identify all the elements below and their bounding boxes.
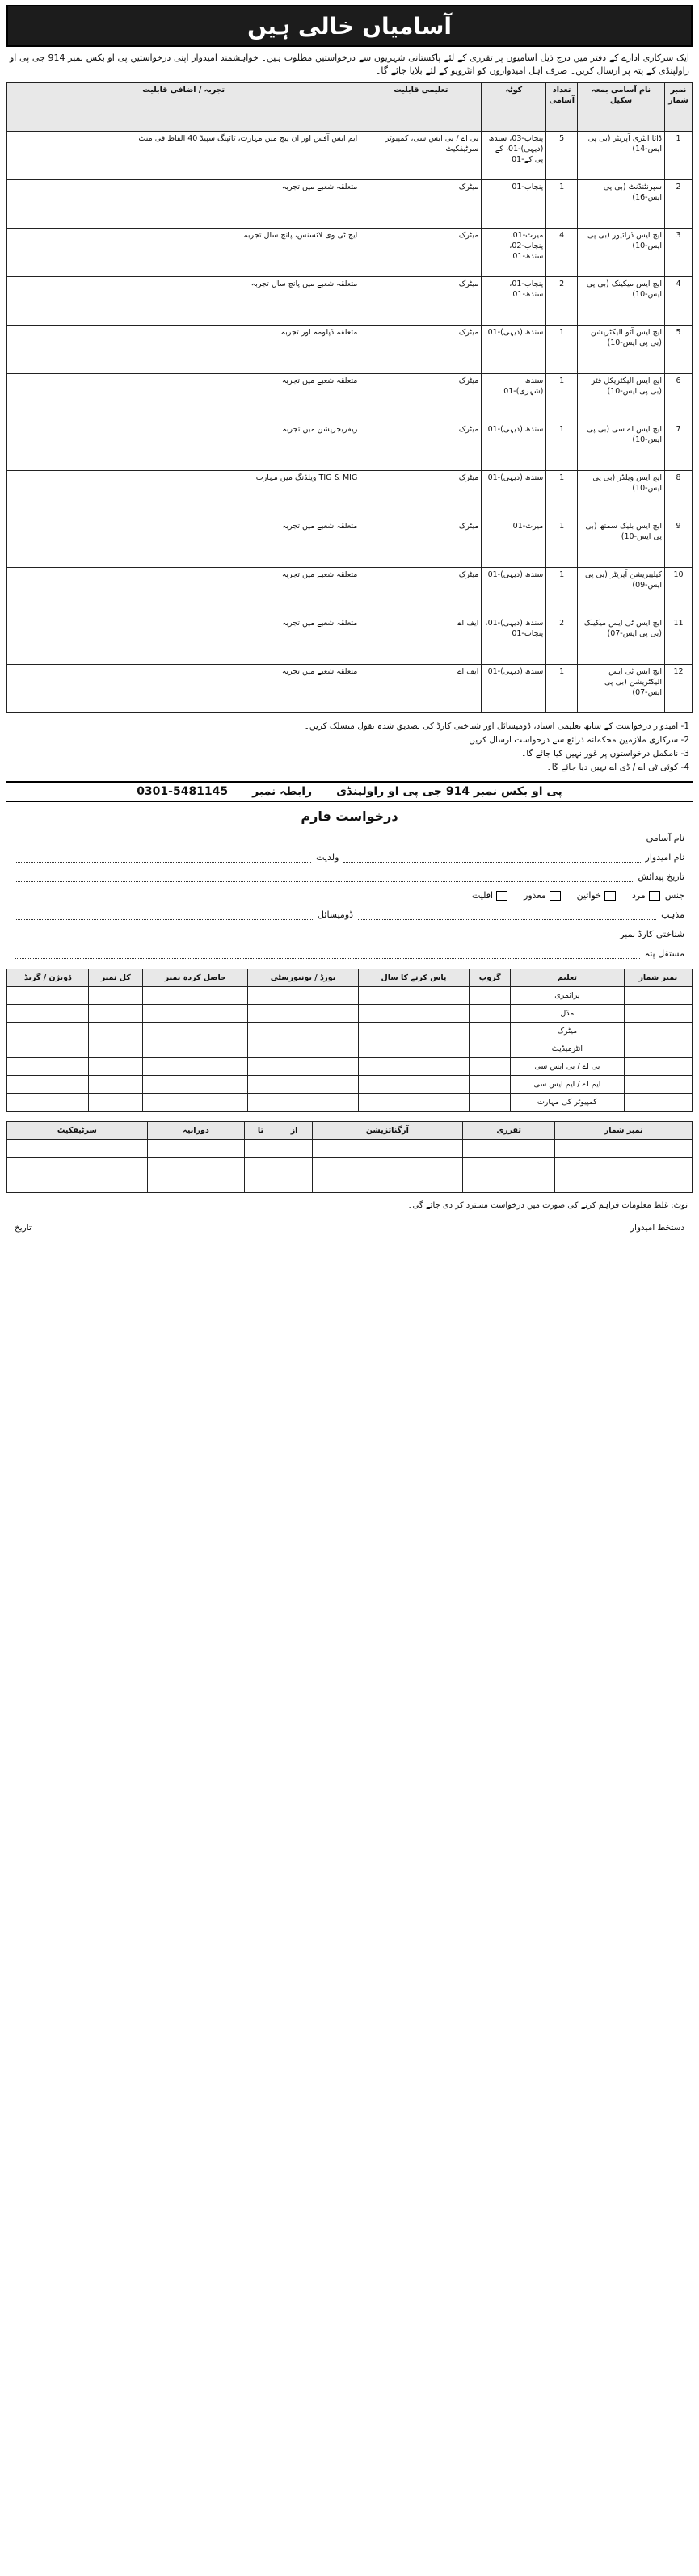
label-applicant: نام امیدوار bbox=[645, 852, 684, 863]
cell-input[interactable] bbox=[248, 1023, 359, 1040]
table-row bbox=[7, 665, 693, 713]
cell-level: بی اے / بی ایس سی bbox=[511, 1058, 625, 1076]
cell-edu: میٹرک bbox=[360, 471, 482, 519]
cell-edu: میٹرک bbox=[360, 568, 482, 616]
contact-phone: 0301-5481145 bbox=[137, 785, 229, 798]
cell-no: 1 bbox=[665, 132, 693, 180]
cell-count: 1 bbox=[546, 665, 578, 713]
column-header: ڈویژن / گریڈ bbox=[7, 969, 89, 987]
option-checkbox[interactable] bbox=[577, 890, 616, 901]
cell-title: ایچ ایس ٹی ایس میکینک (بی پی ایس-07) bbox=[578, 616, 665, 665]
cell-quota: میرٹ-01، پنجاب-02، سندھ-01 bbox=[482, 229, 546, 277]
cell-quota: میرٹ-01 bbox=[482, 519, 546, 568]
intro-text: ایک سرکاری ادارے کے دفتر میں درج ذیل آسامیوں پر تقرری کے لئے پاکستانی شہریوں سے درخواستیں مطلوب ہیں۔ خواہشمند امیدوار اپنی درخواستیں پی او بکس نمبر 914 جی پی او راولپنڈی کے پتہ پر ارسال کریں۔ صرف اہل امیدواروں کو انٹرویو کے لئے بلایا جائے گا۔ bbox=[10, 53, 689, 76]
cell-input[interactable] bbox=[358, 1023, 469, 1040]
form-title: درخواست فارم bbox=[301, 809, 398, 824]
table-row bbox=[7, 568, 693, 616]
cell-input[interactable] bbox=[555, 1140, 693, 1158]
cell-input[interactable] bbox=[7, 1023, 89, 1040]
cell-index bbox=[624, 1005, 692, 1023]
address-field[interactable] bbox=[15, 948, 640, 959]
table-row bbox=[7, 229, 693, 277]
cell-input[interactable] bbox=[470, 1094, 511, 1112]
notes-list bbox=[10, 720, 689, 775]
cell-input[interactable] bbox=[248, 1058, 359, 1076]
column-header: تجربہ / اضافی قابلیت bbox=[7, 83, 360, 132]
cell-no: 9 bbox=[665, 519, 693, 568]
column-header: نمبر شمار bbox=[555, 1122, 693, 1140]
cell-title: ایچ ایس ٹی ایس الیکٹریشن (بی پی ایس-07) bbox=[578, 665, 665, 713]
cell-quota: سندھ (دیہی)-01، پنجاب-01 bbox=[482, 616, 546, 665]
cell-exp: ریفریجریشن میں تجربہ bbox=[7, 422, 360, 471]
label-domicile: ڈومیسائل bbox=[318, 910, 354, 920]
cell-input[interactable] bbox=[276, 1158, 312, 1175]
form-line-post bbox=[15, 832, 684, 843]
table-row bbox=[7, 471, 693, 519]
column-header: سرٹیفکیٹ bbox=[7, 1122, 148, 1140]
column-header: دورانیہ bbox=[147, 1122, 245, 1140]
applicant-field[interactable] bbox=[343, 851, 640, 863]
table-row bbox=[7, 1040, 693, 1058]
cell-title: ایچ ایس اے سی (بی پی ایس-10) bbox=[578, 422, 665, 471]
cell-count: 1 bbox=[546, 422, 578, 471]
cell-count: 1 bbox=[546, 568, 578, 616]
contact-address: پی او بکس نمبر 914 جی پی او راولپنڈی bbox=[336, 785, 562, 798]
cell-input[interactable] bbox=[358, 1005, 469, 1023]
label-religion: مذہب bbox=[661, 910, 684, 920]
column-header: تعلیمی قابلیت bbox=[360, 83, 482, 132]
table-row bbox=[7, 326, 693, 374]
cell-input[interactable] bbox=[147, 1140, 245, 1158]
cell-input[interactable] bbox=[312, 1175, 462, 1193]
cell-quota: سندھ (دیہی)-01 bbox=[482, 568, 546, 616]
table-row bbox=[7, 1140, 693, 1158]
column-header: کوٹہ bbox=[482, 83, 546, 132]
cell-edu: ایف اے bbox=[360, 665, 482, 713]
cell-input[interactable] bbox=[89, 987, 143, 1005]
table-row bbox=[7, 1158, 693, 1175]
cell-count: 2 bbox=[546, 616, 578, 665]
cell-quota: سندھ (شہری)-01 bbox=[482, 374, 546, 422]
cell-exp: ایم ایس آفس اور ان پیج میں مہارت، ٹائپنگ سپیڈ 40 الفاظ فی منٹ bbox=[7, 132, 360, 180]
checkbox-box[interactable] bbox=[604, 891, 616, 901]
cell-input[interactable] bbox=[245, 1158, 276, 1175]
date-label: تاریخ bbox=[15, 1223, 32, 1233]
column-header: پاس کرنے کا سال bbox=[358, 969, 469, 987]
cell-input[interactable] bbox=[358, 1040, 469, 1058]
cell-input[interactable] bbox=[143, 1040, 248, 1058]
checkbox-box[interactable] bbox=[550, 891, 561, 901]
cell-input[interactable] bbox=[143, 1058, 248, 1076]
cell-edu: میٹرک bbox=[360, 326, 482, 374]
table-row bbox=[7, 987, 693, 1005]
cell-edu: میٹرک bbox=[360, 229, 482, 277]
table-row bbox=[7, 277, 693, 326]
cell-index bbox=[624, 1094, 692, 1112]
cell-edu: میٹرک bbox=[360, 180, 482, 229]
cell-input[interactable] bbox=[248, 1005, 359, 1023]
cell-no: 11 bbox=[665, 616, 693, 665]
table-row bbox=[7, 616, 693, 665]
cell-no: 4 bbox=[665, 277, 693, 326]
cell-no: 5 bbox=[665, 326, 693, 374]
vacancies-header-row bbox=[7, 83, 693, 132]
education-header-row bbox=[7, 969, 693, 987]
cell-level: میٹرک bbox=[511, 1023, 625, 1040]
cell-input[interactable] bbox=[248, 1094, 359, 1112]
cell-quota: پنجاب-01، سندھ-01 bbox=[482, 277, 546, 326]
column-header: آرگنائزیشن bbox=[312, 1122, 462, 1140]
cell-title: ڈاٹا انٹری آپریٹر (بی پی ایس-14) bbox=[578, 132, 665, 180]
cell-edu: میٹرک bbox=[360, 519, 482, 568]
cell-exp: متعلقہ شعبے میں تجربہ bbox=[7, 616, 360, 665]
label-post: نام آسامی bbox=[646, 833, 684, 843]
cell-input[interactable] bbox=[555, 1175, 693, 1193]
option-checkbox[interactable] bbox=[524, 890, 561, 901]
table-row bbox=[7, 1094, 693, 1112]
cell-input[interactable] bbox=[143, 1076, 248, 1094]
table-row bbox=[7, 519, 693, 568]
cell-input[interactable] bbox=[89, 1023, 143, 1040]
cell-input[interactable] bbox=[143, 1005, 248, 1023]
cell-input[interactable] bbox=[470, 1023, 511, 1040]
note-item: 3- نامکمل درخواستوں پر غور نہیں کیا جائے گا۔ bbox=[521, 749, 689, 759]
table-row bbox=[7, 1005, 693, 1023]
table-row bbox=[7, 132, 693, 180]
cell-input[interactable] bbox=[245, 1175, 276, 1193]
cell-input[interactable] bbox=[470, 1076, 511, 1094]
cell-input[interactable] bbox=[7, 1040, 89, 1058]
cell-no: 12 bbox=[665, 665, 693, 713]
cell-level: انٹرمیڈیٹ bbox=[511, 1040, 625, 1058]
form-line-gender bbox=[15, 890, 684, 901]
table-row bbox=[7, 374, 693, 422]
cell-count: 1 bbox=[546, 326, 578, 374]
label-cnic: شناختی کارڈ نمبر bbox=[620, 929, 684, 939]
form-line-dob bbox=[15, 871, 684, 882]
experience-header-row bbox=[7, 1122, 693, 1140]
education-table bbox=[6, 969, 693, 1112]
cell-count: 1 bbox=[546, 471, 578, 519]
cell-input[interactable] bbox=[89, 1005, 143, 1023]
column-header: نام آسامی بمعہ سکیل bbox=[578, 83, 665, 132]
cnic-field[interactable] bbox=[15, 928, 615, 939]
cell-input[interactable] bbox=[7, 1175, 148, 1193]
cell-input[interactable] bbox=[358, 987, 469, 1005]
cell-index bbox=[624, 1058, 692, 1076]
cell-input[interactable] bbox=[358, 1076, 469, 1094]
cell-quota: سندھ (دیہی)-01 bbox=[482, 665, 546, 713]
cell-count: 1 bbox=[546, 519, 578, 568]
cell-input[interactable] bbox=[248, 987, 359, 1005]
label-gender: جنس bbox=[664, 890, 684, 901]
religion-field[interactable] bbox=[358, 909, 656, 920]
cell-input[interactable] bbox=[7, 1094, 89, 1112]
column-header: تعلیم bbox=[511, 969, 625, 987]
form-line-applicant bbox=[15, 851, 684, 863]
cell-title: ایچ ایس آٹو الیکٹریشن (بی پی ایس-10) bbox=[578, 326, 665, 374]
cell-input[interactable] bbox=[7, 1005, 89, 1023]
dob-field[interactable] bbox=[15, 871, 633, 882]
column-header: نمبر شمار bbox=[665, 83, 693, 132]
cell-no: 10 bbox=[665, 568, 693, 616]
cell-input[interactable] bbox=[143, 1023, 248, 1040]
table-row bbox=[7, 1058, 693, 1076]
cell-input[interactable] bbox=[463, 1158, 555, 1175]
cell-input[interactable] bbox=[7, 987, 89, 1005]
cell-index bbox=[624, 1040, 692, 1058]
cell-title: ایچ ایس ڈرائیور (بی پی ایس-10) bbox=[578, 229, 665, 277]
cell-input[interactable] bbox=[276, 1175, 312, 1193]
contact-bar bbox=[6, 781, 693, 802]
cell-input[interactable] bbox=[89, 1040, 143, 1058]
table-row bbox=[7, 180, 693, 229]
cell-level: ایم اے / ایم ایس سی bbox=[511, 1076, 625, 1094]
form-line-address bbox=[15, 948, 684, 959]
cell-exp: متعلقہ شعبے میں تجربہ bbox=[7, 568, 360, 616]
father-field[interactable] bbox=[15, 851, 311, 863]
note-item: 1- امیدوار درخواست کے ساتھ تعلیمی اسناد، ڈومیسائل اور شناختی کارڈ کی تصدیق شدہ نقول منسلک کریں۔ bbox=[304, 721, 689, 731]
table-row bbox=[7, 1175, 693, 1193]
cell-input[interactable] bbox=[358, 1058, 469, 1076]
cell-input[interactable] bbox=[7, 1140, 148, 1158]
form-line-cnic bbox=[15, 928, 684, 939]
note-item: 2- سرکاری ملازمین محکمانہ ذرائع سے درخواست ارسال کریں۔ bbox=[464, 735, 689, 745]
option-label: مرد bbox=[631, 890, 646, 901]
cell-input[interactable] bbox=[7, 1076, 89, 1094]
cell-input[interactable] bbox=[143, 1094, 248, 1112]
cell-index bbox=[624, 1023, 692, 1040]
cell-index bbox=[624, 1076, 692, 1094]
cell-edu: ایف اے bbox=[360, 616, 482, 665]
table-row bbox=[7, 422, 693, 471]
cell-input[interactable] bbox=[7, 1058, 89, 1076]
cell-level: مڈل bbox=[511, 1005, 625, 1023]
cell-edu: بی اے / بی ایس سی، کمپیوٹر سرٹیفکیٹ bbox=[360, 132, 482, 180]
checkbox-box[interactable] bbox=[649, 891, 660, 901]
option-label: اقلیت bbox=[471, 890, 494, 901]
cell-no: 8 bbox=[665, 471, 693, 519]
vacancies-table bbox=[6, 82, 693, 713]
cell-input[interactable] bbox=[248, 1040, 359, 1058]
column-header: تقرری bbox=[463, 1122, 555, 1140]
cell-no: 7 bbox=[665, 422, 693, 471]
note-item: 4- کوئی ٹی اے / ڈی اے نہیں دیا جائے گا۔ bbox=[546, 763, 689, 772]
cell-input[interactable] bbox=[7, 1158, 148, 1175]
column-header: تا bbox=[245, 1122, 276, 1140]
page-title: آسامیاں خالی ہیں bbox=[6, 5, 693, 47]
cell-exp: متعلقہ شعبے میں تجربہ bbox=[7, 519, 360, 568]
cell-quota: سندھ (دیہی)-01 bbox=[482, 326, 546, 374]
cell-quota: سندھ (دیہی)-01 bbox=[482, 422, 546, 471]
cell-input[interactable] bbox=[463, 1175, 555, 1193]
cell-input[interactable] bbox=[245, 1140, 276, 1158]
option-checkbox[interactable] bbox=[632, 890, 660, 901]
cell-exp: متعلقہ شعبے میں تجربہ bbox=[7, 180, 360, 229]
cell-title: ایچ ایس ویلڈر (بی پی ایس-10) bbox=[578, 471, 665, 519]
cell-no: 2 bbox=[665, 180, 693, 229]
cell-title: سپرنٹنڈنٹ (بی پی ایس-16) bbox=[578, 180, 665, 229]
column-header: کل نمبر bbox=[89, 969, 143, 987]
option-checkbox[interactable] bbox=[472, 890, 507, 901]
cell-exp: متعلقہ شعبے میں پانچ سال تجربہ bbox=[7, 277, 360, 326]
cell-count: 1 bbox=[546, 374, 578, 422]
cell-quota: سندھ (دیہی)-01 bbox=[482, 471, 546, 519]
footer-note: نوٹ: غلط معلومات فراہم کرنے کی صورت میں درخواست مسترد کر دی جائے گی۔ bbox=[407, 1201, 688, 1210]
column-header: از bbox=[276, 1122, 312, 1140]
cell-input[interactable] bbox=[276, 1140, 312, 1158]
cell-input[interactable] bbox=[555, 1158, 693, 1175]
experience-table bbox=[6, 1121, 693, 1193]
option-label: خواتین bbox=[576, 890, 601, 901]
cell-input[interactable] bbox=[470, 1058, 511, 1076]
column-header: بورڈ / یونیورسٹی bbox=[248, 969, 359, 987]
cell-input[interactable] bbox=[470, 1005, 511, 1023]
cell-exp: TIG & MIG ویلڈنگ میں مہارت bbox=[7, 471, 360, 519]
column-header: گروپ bbox=[470, 969, 511, 987]
cell-input[interactable] bbox=[470, 987, 511, 1005]
cell-input[interactable] bbox=[147, 1158, 245, 1175]
cell-input[interactable] bbox=[143, 987, 248, 1005]
cell-index bbox=[624, 987, 692, 1005]
cell-title: ایچ ایس بلیک سمتھ (بی پی ایس-10) bbox=[578, 519, 665, 568]
cell-input[interactable] bbox=[147, 1175, 245, 1193]
cell-title: ایچ ایس میکینک (بی پی ایس-10) bbox=[578, 277, 665, 326]
cell-input[interactable] bbox=[89, 1094, 143, 1112]
cell-input[interactable] bbox=[470, 1040, 511, 1058]
cell-input[interactable] bbox=[312, 1140, 462, 1158]
checkbox-box[interactable] bbox=[496, 891, 507, 901]
cell-title: کیلیبریشن آپریٹر (بی پی ایس-09) bbox=[578, 568, 665, 616]
cell-quota: پنجاب-03، سندھ (دیہی)-01، کے پی کے-01 bbox=[482, 132, 546, 180]
label-address: مستقل پتہ bbox=[644, 948, 684, 959]
column-header: تعداد آسامی bbox=[546, 83, 578, 132]
cell-no: 6 bbox=[665, 374, 693, 422]
cell-exp: ایچ ٹی وی لائسنس، پانچ سال تجربہ bbox=[7, 229, 360, 277]
cell-input[interactable] bbox=[358, 1094, 469, 1112]
cell-exp: متعلقہ شعبے میں تجربہ bbox=[7, 665, 360, 713]
cell-exp: متعلقہ شعبے میں تجربہ bbox=[7, 374, 360, 422]
cell-level: پرائمری bbox=[511, 987, 625, 1005]
cell-edu: میٹرک bbox=[360, 277, 482, 326]
cell-input[interactable] bbox=[89, 1058, 143, 1076]
table-row bbox=[7, 1076, 693, 1094]
form-line-religion bbox=[15, 909, 684, 920]
label-dob: تاریخ پیدائش bbox=[638, 872, 684, 882]
column-header: حاصل کردہ نمبر bbox=[143, 969, 248, 987]
cell-input[interactable] bbox=[463, 1140, 555, 1158]
signature-row bbox=[15, 1223, 684, 1233]
signature-label: دستخط امیدوار bbox=[630, 1223, 684, 1233]
cell-count: 1 bbox=[546, 180, 578, 229]
cell-count: 4 bbox=[546, 229, 578, 277]
cell-input[interactable] bbox=[248, 1076, 359, 1094]
post-field[interactable] bbox=[15, 832, 642, 843]
cell-no: 3 bbox=[665, 229, 693, 277]
cell-input[interactable] bbox=[89, 1076, 143, 1094]
cell-level: کمپیوٹر کی مہارت bbox=[511, 1094, 625, 1112]
cell-quota: پنجاب-01 bbox=[482, 180, 546, 229]
domicile-field[interactable] bbox=[15, 909, 313, 920]
table-row bbox=[7, 1023, 693, 1040]
cell-count: 2 bbox=[546, 277, 578, 326]
cell-input[interactable] bbox=[312, 1158, 462, 1175]
cell-edu: میٹرک bbox=[360, 422, 482, 471]
option-label: معذور bbox=[524, 890, 546, 901]
contact-phone-label: رابطہ نمبر bbox=[252, 785, 313, 798]
cell-count: 5 bbox=[546, 132, 578, 180]
cell-edu: میٹرک bbox=[360, 374, 482, 422]
label-father: ولدیت bbox=[316, 852, 339, 863]
cell-title: ایچ ایس الیکٹریکل فٹر (بی پی ایس-10) bbox=[578, 374, 665, 422]
column-header: نمبر شمار bbox=[624, 969, 692, 987]
cell-exp: متعلقہ ڈپلومہ اور تجربہ bbox=[7, 326, 360, 374]
